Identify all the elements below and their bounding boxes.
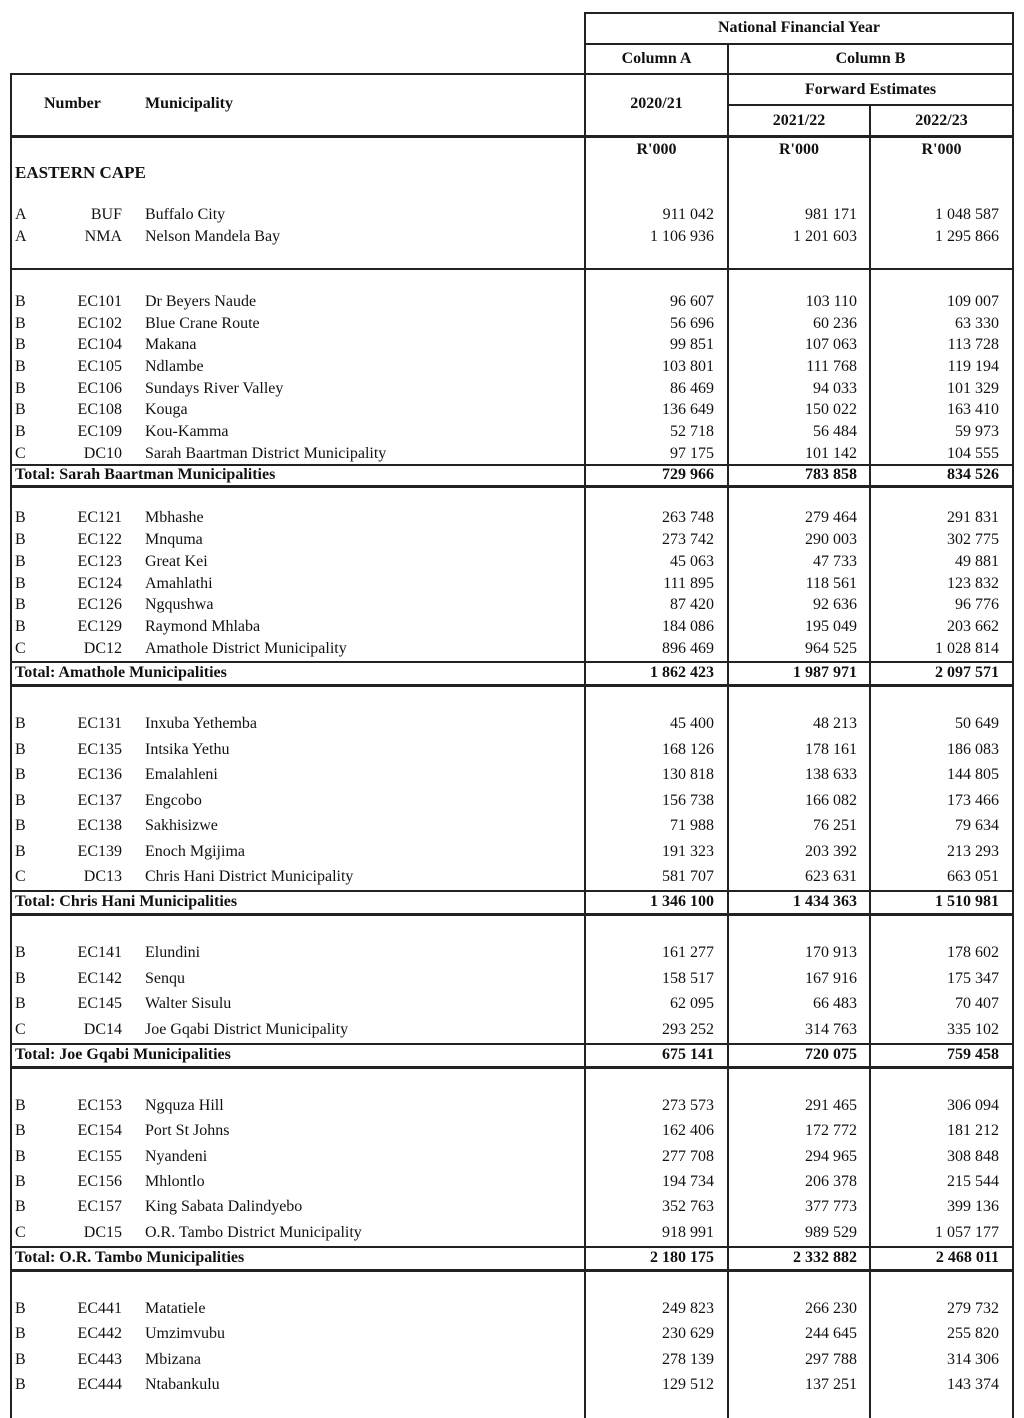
row-value-2021-22: 60 236 — [813, 315, 857, 332]
year-b2-header: 2022/23 — [915, 112, 968, 129]
row-category: B — [15, 423, 26, 440]
row-municipality-name: Sundays River Valley — [145, 380, 284, 397]
row-code: EC123 — [77, 553, 122, 570]
total-value-2021-22: 2 332 882 — [793, 1249, 857, 1266]
row-value-2020-21: 162 406 — [662, 1122, 714, 1139]
row-category: B — [15, 843, 26, 860]
row-value-2021-22: 244 645 — [805, 1325, 857, 1342]
row-value-2020-21: 52 718 — [670, 423, 714, 440]
row-value-2020-21: 352 763 — [662, 1198, 714, 1215]
total-value-2022-23: 834 526 — [947, 466, 999, 483]
row-code: DC12 — [83, 640, 122, 657]
row-municipality-name: Amahlathi — [145, 575, 213, 592]
row-code: DC14 — [83, 1021, 122, 1038]
row-municipality-name: Sakhisizwe — [145, 817, 218, 834]
row-category: C — [15, 868, 26, 885]
row-value-2020-21: 103 801 — [662, 358, 714, 375]
row-category: B — [15, 531, 26, 548]
row-value-2022-23: 663 051 — [947, 868, 999, 885]
row-value-2021-22: 206 378 — [805, 1173, 857, 1190]
row-category: B — [15, 575, 26, 592]
row-code: EC137 — [77, 792, 122, 809]
row-category: B — [15, 315, 26, 332]
row-code: EC106 — [77, 380, 122, 397]
row-value-2022-23: 203 662 — [947, 618, 999, 635]
province-heading: EASTERN CAPE — [15, 163, 146, 182]
row-municipality-name: Engcobo — [145, 792, 202, 809]
row-value-2021-22: 172 772 — [805, 1122, 857, 1139]
row-value-2021-22: 76 251 — [813, 817, 857, 834]
row-value-2020-21: 62 095 — [670, 995, 714, 1012]
row-municipality-name: Umzimvubu — [145, 1325, 225, 1342]
row-value-2021-22: 1 201 603 — [793, 228, 857, 245]
row-value-2021-22: 623 631 — [805, 868, 857, 885]
total-value-2021-22: 1 434 363 — [793, 893, 857, 910]
row-category: B — [15, 995, 26, 1012]
row-value-2021-22: 297 788 — [805, 1351, 857, 1368]
row-code: EC155 — [77, 1148, 122, 1165]
row-code: EC443 — [77, 1351, 122, 1368]
row-category: B — [15, 766, 26, 783]
total-value-2022-23: 1 510 981 — [935, 893, 999, 910]
row-value-2020-21: 278 139 — [662, 1351, 714, 1368]
row-code: BUF — [90, 206, 122, 223]
row-category: B — [15, 293, 26, 310]
row-municipality-name: Elundini — [145, 944, 201, 961]
row-value-2022-23: 291 831 — [947, 509, 999, 526]
row-code: EC108 — [77, 401, 122, 418]
row-code: NMA — [84, 228, 122, 245]
row-value-2020-21: 87 420 — [670, 596, 714, 613]
row-value-2020-21: 129 512 — [662, 1376, 714, 1393]
row-value-2021-22: 178 161 — [805, 741, 857, 758]
row-value-2022-23: 79 634 — [955, 817, 999, 834]
row-value-2021-22: 266 230 — [805, 1300, 857, 1317]
row-value-2022-23: 173 466 — [947, 792, 999, 809]
row-code: EC157 — [77, 1198, 122, 1215]
row-value-2021-22: 94 033 — [813, 380, 857, 397]
row-value-2022-23: 113 728 — [947, 336, 999, 353]
total-value-2020-21: 2 180 175 — [650, 1249, 714, 1266]
row-code: DC15 — [83, 1224, 122, 1241]
row-code: EC126 — [77, 596, 122, 613]
row-code: EC154 — [77, 1122, 122, 1139]
row-divider — [10, 1066, 1014, 1069]
row-value-2021-22: 138 633 — [805, 766, 857, 783]
row-value-2020-21: 168 126 — [662, 741, 714, 758]
row-code: EC141 — [77, 944, 122, 961]
row-code: EC444 — [77, 1376, 122, 1393]
row-municipality-name: Sarah Baartman District Municipality — [145, 445, 387, 462]
row-value-2021-22: 195 049 — [805, 618, 857, 635]
row-value-2022-23: 186 083 — [947, 741, 999, 758]
row-value-2020-21: 273 742 — [662, 531, 714, 548]
row-value-2022-23: 335 102 — [947, 1021, 999, 1038]
row-value-2021-22: 118 561 — [805, 575, 857, 592]
row-municipality-name: Matatiele — [145, 1300, 206, 1317]
row-value-2020-21: 45 063 — [670, 553, 714, 570]
column-b-label: Column B — [835, 50, 906, 67]
row-value-2022-23: 49 881 — [955, 553, 999, 570]
row-divider — [10, 913, 1014, 916]
row-category: B — [15, 401, 26, 418]
row-value-2022-23: 279 732 — [947, 1300, 999, 1317]
row-value-2020-21: 136 649 — [662, 401, 714, 418]
row-municipality-name: Enoch Mgijima — [145, 843, 245, 860]
row-municipality-name: Chris Hani District Municipality — [145, 868, 354, 885]
total-value-2021-22: 783 858 — [805, 466, 857, 483]
row-code: EC441 — [77, 1300, 122, 1317]
row-value-2022-23: 163 410 — [947, 401, 999, 418]
row-category: B — [15, 1376, 26, 1393]
row-value-2020-21: 45 400 — [670, 715, 714, 732]
row-municipality-name: Inxuba Yethemba — [145, 715, 257, 732]
row-municipality-name: Ndlambe — [145, 358, 204, 375]
row-category: B — [15, 1351, 26, 1368]
row-category: B — [15, 970, 26, 987]
row-category: B — [15, 596, 26, 613]
row-code: EC122 — [77, 531, 122, 548]
row-municipality-name: Joe Gqabi District Municipality — [145, 1021, 349, 1038]
row-value-2021-22: 290 003 — [805, 531, 857, 548]
row-value-2022-23: 215 544 — [947, 1173, 999, 1190]
row-code: EC109 — [77, 423, 122, 440]
row-value-2021-22: 170 913 — [805, 944, 857, 961]
row-value-2021-22: 203 392 — [805, 843, 857, 860]
row-value-2020-21: 896 469 — [662, 640, 714, 657]
row-category: B — [15, 741, 26, 758]
row-value-2022-23: 63 330 — [955, 315, 999, 332]
row-municipality-name: Mnquma — [145, 531, 203, 548]
row-municipality-name: Ngqushwa — [145, 596, 214, 613]
row-municipality-name: Amathole District Municipality — [145, 640, 347, 657]
row-value-2020-21: 97 175 — [670, 445, 714, 462]
row-municipality-name: Port St Johns — [145, 1122, 230, 1139]
row-category: B — [15, 618, 26, 635]
total-value-2020-21: 675 141 — [662, 1046, 714, 1063]
row-code: DC10 — [83, 445, 122, 462]
row-divider — [10, 661, 1014, 663]
row-municipality-name: Ngquza Hill — [145, 1097, 224, 1114]
row-value-2021-22: 167 916 — [805, 970, 857, 987]
row-category: B — [15, 380, 26, 397]
row-value-2020-21: 71 988 — [670, 817, 714, 834]
row-category: B — [15, 1122, 26, 1139]
total-value-2022-23: 2 468 011 — [935, 1249, 999, 1266]
row-value-2020-21: 156 738 — [662, 792, 714, 809]
row-value-2021-22: 111 768 — [806, 358, 857, 375]
row-value-2022-23: 109 007 — [947, 293, 999, 310]
row-value-2021-22: 56 484 — [813, 423, 857, 440]
row-value-2022-23: 308 848 — [947, 1148, 999, 1165]
row-divider — [10, 1043, 1014, 1045]
row-value-2022-23: 175 347 — [947, 970, 999, 987]
row-municipality-name: Dr Beyers Naude — [145, 293, 257, 310]
row-code: EC131 — [77, 715, 122, 732]
row-value-2021-22: 291 465 — [805, 1097, 857, 1114]
row-value-2021-22: 294 965 — [805, 1148, 857, 1165]
row-value-2020-21: 111 895 — [663, 575, 714, 592]
row-value-2021-22: 279 464 — [805, 509, 857, 526]
total-row-label: Total: O.R. Tambo Municipalities — [15, 1249, 245, 1266]
row-municipality-name: Emalahleni — [145, 766, 218, 783]
row-category: C — [15, 640, 26, 657]
row-category: B — [15, 336, 26, 353]
row-value-2021-22: 166 082 — [805, 792, 857, 809]
row-value-2020-21: 249 823 — [662, 1300, 714, 1317]
row-value-2022-23: 1 057 177 — [935, 1224, 999, 1241]
row-value-2022-23: 302 775 — [947, 531, 999, 548]
row-municipality-name: King Sabata Dalindyebo — [145, 1198, 303, 1215]
row-value-2020-21: 581 707 — [662, 868, 714, 885]
row-code: EC121 — [77, 509, 122, 526]
row-municipality-name: Ntabankulu — [145, 1376, 220, 1393]
row-value-2022-23: 1 048 587 — [935, 206, 999, 223]
total-row-label: Total: Joe Gqabi Municipalities — [15, 1046, 231, 1063]
row-value-2021-22: 107 063 — [805, 336, 857, 353]
total-value-2020-21: 1 862 423 — [650, 664, 714, 681]
row-category: C — [15, 445, 26, 462]
row-value-2022-23: 143 374 — [947, 1376, 999, 1393]
total-row-label: Total: Chris Hani Municipalities — [15, 893, 238, 910]
row-value-2022-23: 119 194 — [947, 358, 999, 375]
unit-label-b1: R'000 — [779, 141, 819, 158]
row-municipality-name: Senqu — [145, 970, 185, 987]
row-value-2021-22: 314 763 — [805, 1021, 857, 1038]
row-category: C — [15, 1021, 26, 1038]
row-value-2022-23: 1 295 866 — [935, 228, 999, 245]
row-municipality-name: Kouga — [145, 401, 188, 418]
row-value-2020-21: 130 818 — [662, 766, 714, 783]
row-value-2020-21: 158 517 — [662, 970, 714, 987]
row-code: EC102 — [77, 315, 122, 332]
row-value-2021-22: 981 171 — [805, 206, 857, 223]
row-value-2022-23: 59 973 — [955, 423, 999, 440]
row-category: B — [15, 509, 26, 526]
row-code: EC142 — [77, 970, 122, 987]
row-municipality-name: Intsika Yethu — [145, 741, 230, 758]
total-value-2022-23: 2 097 571 — [935, 664, 999, 681]
total-value-2022-23: 759 458 — [947, 1046, 999, 1063]
row-value-2022-23: 314 306 — [947, 1351, 999, 1368]
row-value-2020-21: 99 851 — [670, 336, 714, 353]
row-value-2020-21: 230 629 — [662, 1325, 714, 1342]
total-value-2021-22: 720 075 — [805, 1046, 857, 1063]
row-value-2020-21: 293 252 — [662, 1021, 714, 1038]
row-category: A — [15, 206, 27, 223]
row-value-2020-21: 96 607 — [670, 293, 714, 310]
municipality-column-header: Municipality — [145, 95, 234, 112]
row-municipality-name: Nyandeni — [145, 1148, 208, 1165]
row-value-2020-21: 86 469 — [670, 380, 714, 397]
row-category: B — [15, 1173, 26, 1190]
row-value-2021-22: 103 110 — [805, 293, 857, 310]
total-value-2021-22: 1 987 971 — [793, 664, 857, 681]
row-category: C — [15, 1224, 26, 1241]
row-code: EC135 — [77, 741, 122, 758]
row-divider — [10, 684, 1014, 687]
total-value-2020-21: 729 966 — [662, 466, 714, 483]
row-code: EC129 — [77, 618, 122, 635]
row-municipality-name: Buffalo City — [145, 206, 226, 223]
row-code: EC105 — [77, 358, 122, 375]
row-value-2020-21: 263 748 — [662, 509, 714, 526]
row-code: EC153 — [77, 1097, 122, 1114]
row-category: B — [15, 1198, 26, 1215]
row-divider — [10, 1246, 1014, 1248]
row-value-2020-21: 911 042 — [662, 206, 714, 223]
row-value-2022-23: 399 136 — [947, 1198, 999, 1215]
row-category: B — [15, 1097, 26, 1114]
row-code: EC156 — [77, 1173, 122, 1190]
row-value-2022-23: 213 293 — [947, 843, 999, 860]
row-category: B — [15, 1148, 26, 1165]
row-value-2022-23: 306 094 — [947, 1097, 999, 1114]
row-category: B — [15, 817, 26, 834]
row-value-2022-23: 1 028 814 — [935, 640, 999, 657]
row-value-2021-22: 377 773 — [805, 1198, 857, 1215]
row-value-2021-22: 150 022 — [805, 401, 857, 418]
row-value-2022-23: 70 407 — [955, 995, 999, 1012]
row-divider — [10, 485, 1014, 488]
row-value-2020-21: 191 323 — [662, 843, 714, 860]
total-row-label: Total: Amathole Municipalities — [15, 664, 227, 681]
row-value-2022-23: 181 212 — [947, 1122, 999, 1139]
row-municipality-name: O.R. Tambo District Municipality — [145, 1224, 362, 1241]
row-category: B — [15, 358, 26, 375]
row-value-2020-21: 918 991 — [662, 1224, 714, 1241]
row-value-2020-21: 161 277 — [662, 944, 714, 961]
row-category: B — [15, 553, 26, 570]
row-value-2022-23: 50 649 — [955, 715, 999, 732]
row-municipality-name: Mbizana — [145, 1351, 201, 1368]
row-category: B — [15, 1325, 26, 1342]
row-category: A — [15, 228, 27, 245]
row-code: EC104 — [77, 336, 122, 353]
row-category: B — [15, 715, 26, 732]
row-municipality-name: Nelson Mandela Bay — [145, 228, 281, 245]
row-divider — [10, 1269, 1014, 1272]
row-value-2022-23: 178 602 — [947, 944, 999, 961]
row-value-2021-22: 137 251 — [805, 1376, 857, 1393]
row-value-2021-22: 101 142 — [805, 445, 857, 462]
total-value-2020-21: 1 346 100 — [650, 893, 714, 910]
row-value-2021-22: 66 483 — [813, 995, 857, 1012]
national-financial-year-label: National Financial Year — [717, 19, 881, 36]
unit-label-a: R'000 — [636, 141, 677, 158]
year-b1-header: 2021/22 — [772, 112, 826, 129]
row-code: EC101 — [77, 293, 122, 310]
row-value-2021-22: 47 733 — [813, 553, 857, 570]
row-value-2022-23: 104 555 — [947, 445, 999, 462]
row-code: EC124 — [77, 575, 122, 592]
row-code: EC145 — [77, 995, 122, 1012]
row-value-2020-21: 194 734 — [662, 1173, 714, 1190]
row-value-2022-23: 255 820 — [947, 1325, 999, 1342]
row-category: B — [15, 1300, 26, 1317]
row-value-2020-21: 277 708 — [662, 1148, 714, 1165]
row-value-2021-22: 964 525 — [805, 640, 857, 657]
row-code: EC138 — [77, 817, 122, 834]
row-value-2020-21: 184 086 — [662, 618, 714, 635]
row-value-2020-21: 273 573 — [662, 1097, 714, 1114]
row-municipality-name: Mhlontlo — [145, 1173, 205, 1190]
row-municipality-name: Mbhashe — [145, 509, 204, 526]
row-value-2020-21: 56 696 — [670, 315, 714, 332]
row-value-2022-23: 123 832 — [947, 575, 999, 592]
row-value-2022-23: 144 805 — [947, 766, 999, 783]
row-category: B — [15, 944, 26, 961]
number-column-header: Number — [44, 95, 101, 112]
unit-label-b2: R'000 — [921, 141, 962, 158]
row-municipality-name: Blue Crane Route — [145, 315, 260, 332]
row-divider — [10, 890, 1014, 892]
row-code: EC139 — [77, 843, 122, 860]
column-a-label: Column A — [621, 50, 692, 67]
row-value-2021-22: 989 529 — [805, 1224, 857, 1241]
row-value-2020-21: 1 106 936 — [650, 228, 714, 245]
row-code: EC136 — [77, 766, 122, 783]
row-code: EC442 — [77, 1325, 122, 1342]
row-value-2022-23: 101 329 — [947, 380, 999, 397]
row-value-2022-23: 96 776 — [955, 596, 999, 613]
row-municipality-name: Kou-Kamma — [145, 423, 229, 440]
row-municipality-name: Raymond Mhlaba — [145, 618, 261, 635]
row-divider — [10, 268, 1014, 270]
row-code: DC13 — [83, 868, 122, 885]
row-value-2021-22: 92 636 — [813, 596, 857, 613]
row-category: B — [15, 792, 26, 809]
forward-estimates-label: Forward Estimates — [804, 81, 937, 98]
year-a-header: 2020/21 — [630, 95, 683, 112]
total-row-label: Total: Sarah Baartman Municipalities — [15, 466, 276, 483]
row-municipality-name: Walter Sisulu — [145, 995, 232, 1012]
row-municipality-name: Great Kei — [145, 553, 208, 570]
row-value-2021-22: 48 213 — [813, 715, 857, 732]
row-municipality-name: Makana — [145, 336, 197, 353]
